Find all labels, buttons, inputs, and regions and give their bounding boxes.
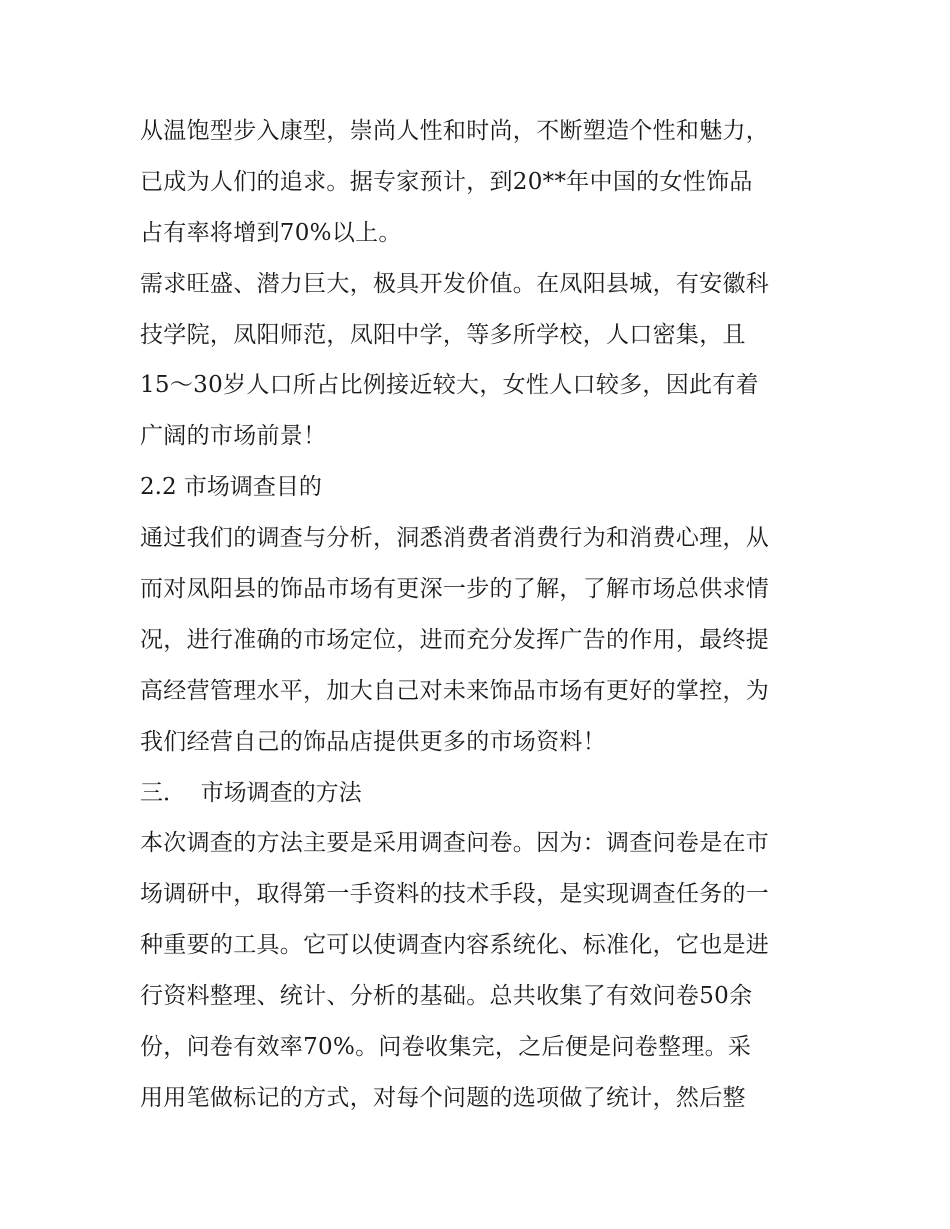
paragraph-line: 从温饱型步入康型，崇尚人性和时尚，不断塑造个性和魅力， bbox=[140, 118, 770, 144]
paragraph-line: 况，进行准确的市场定位，进而充分发挥广告的作用，最终提 bbox=[140, 626, 770, 653]
paragraph-line: 而对凤阳县的饰品市场有更深一步的了解，了解市场总供求情 bbox=[140, 576, 770, 603]
paragraph-line: 场调研中，取得第一手资料的技术手段，是实现调查任务的一 bbox=[140, 881, 770, 908]
section-heading: 2.2 市场调查目的 bbox=[140, 474, 322, 501]
paragraph-line: 占有率将增到70%以上。 bbox=[140, 219, 402, 246]
paragraph-line: 技学院，凤阳师范，凤阳中学，等多所学校，人口密集，且 bbox=[140, 321, 746, 348]
paragraph-line: 高经营管理水平，加大自己对未来饰品市场有更好的掌控，为 bbox=[140, 677, 770, 704]
paragraph-line: 广阔的市场前景！ bbox=[140, 423, 327, 450]
paragraph-line: 用用笔做标记的方式，对每个问题的选项做了统计，然后整 bbox=[140, 1084, 746, 1111]
paragraph-line: 15～30岁人口所占比例接近较大，女性人口较多，因此有着 bbox=[140, 372, 759, 399]
paragraph-line: 本次调查的方法主要是采用调查问卷。因为：调查问卷是在市 bbox=[140, 830, 770, 857]
paragraph-line: 我们经营自己的饰品店提供更多的市场资料！ bbox=[140, 728, 606, 755]
paragraph-line: 需求旺盛、潜力巨大，极具开发价值。在凤阳县城，有安徽科 bbox=[140, 270, 770, 297]
paragraph-line: 份，问卷有效率70%。问卷收集完，之后便是问卷整理。采 bbox=[140, 1034, 752, 1061]
paragraph-line: 已成为人们的追求。据专家预计，到20**年中国的女性饰品 bbox=[140, 168, 753, 195]
section-heading: 三． 市场调查的方法 bbox=[140, 779, 362, 806]
paragraph-line: 行资料整理、统计、分析的基础。总共收集了有效问卷50余 bbox=[140, 983, 753, 1010]
paragraph-line: 种重要的工具。它可以使调查内容系统化、标准化，它也是进 bbox=[140, 932, 770, 959]
document-body bbox=[140, 106, 820, 1124]
paragraph-line: 通过我们的调查与分析，洞悉消费者消费行为和消费心理，从 bbox=[140, 525, 770, 552]
